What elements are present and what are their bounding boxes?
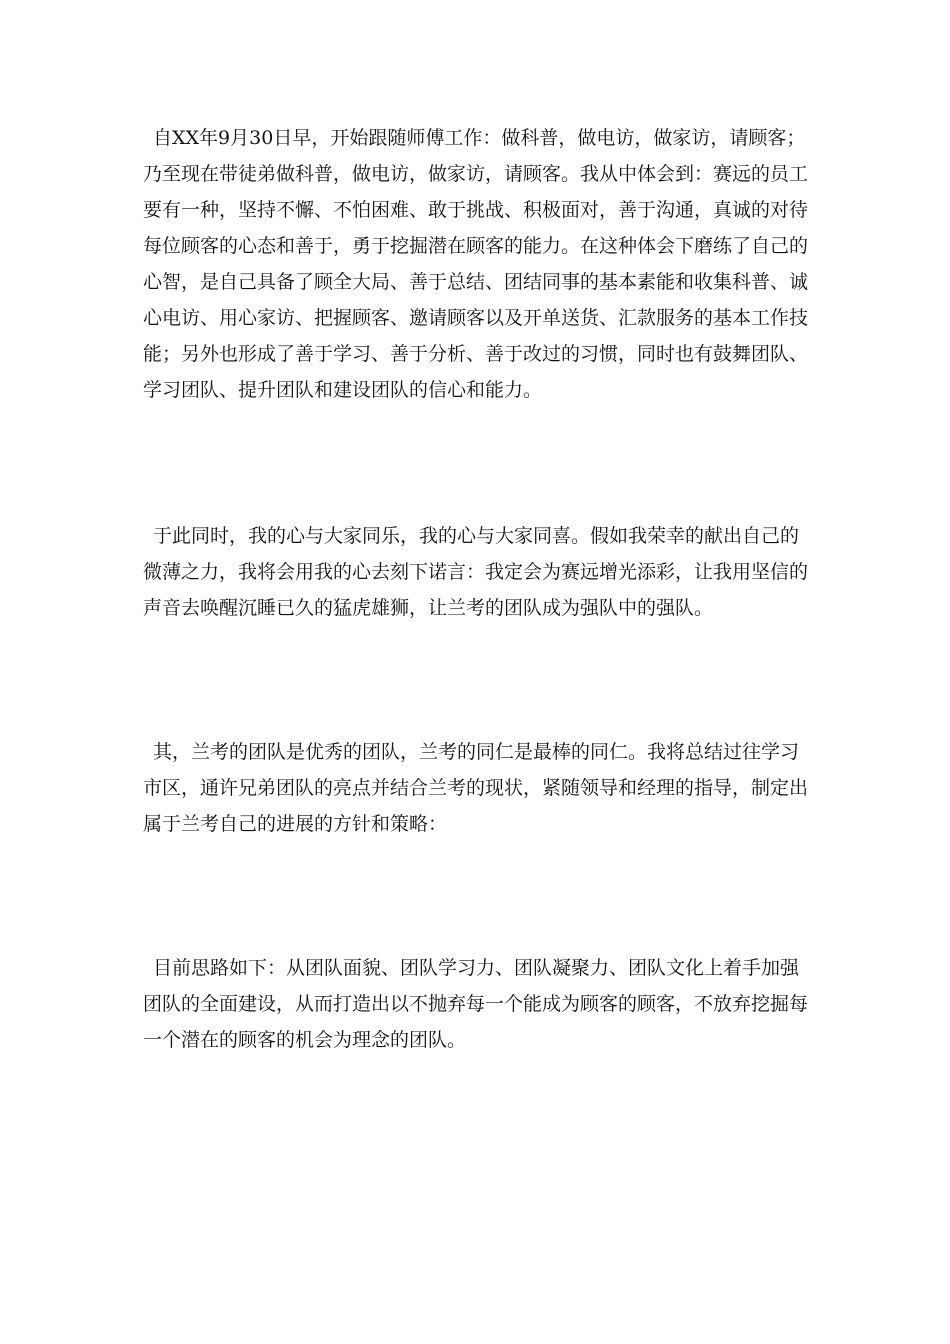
- paragraph-3: 其，兰考的团队是优秀的团队，兰考的同仁是最棒的同仁。我将总结过往学习市区，通许兄弟团队的亮点并结合兰考的现状，紧随领导和经理的指导，制定出属于兰考自己的进展的方针和策略：: [143, 741, 809, 835]
- paragraph-1: 自XX年9月30日早，开始跟随师傅工作：做科普，做电访，做家访，请顾客；乃至现在带徒弟做科普，做电访，做家访，请顾客。我从中体会到：赛远的员工要有一种，坚持不懈、不怕困难、敢于挑战、积极面对，善于沟通，真诚的对待每位顾客的心态和善于，勇于挖掘潜在顾客的能力。在这种体会下磨练了自己的心智，是自己具备了顾全大局、善于总结、团结同事的基本素能和收集科普、诚心电访、用心家访、把握顾客、邀请顾客以及开单送货、汇款服务的基本工作技能；另外也形成了善于学习、善于分析、善于改过的习惯，同时也有鼓舞团队、学习团队、提升团队和建设团队的信心和能力。: [143, 127, 809, 401]
- paragraph-2: 于此同时，我的心与大家同乐，我的心与大家同喜。假如我荣幸的献出自己的微薄之力，我将会用我的心去刻下诺言：我定会为赛远增光添彩，让我用坚信的声音去唤醒沉睡已久的猛虎雄狮，让兰考的团队成为强队中的强队。: [143, 525, 809, 619]
- paragraph-4: 目前思路如下：从团队面貌、团队学习力、团队凝聚力、团队文化上着手加强团队的全面建设，从而打造出以不抛弃每一个能成为顾客的顾客，不放弃挖掘每一个潜在的顾客的机会为理念的团队。: [143, 957, 809, 1051]
